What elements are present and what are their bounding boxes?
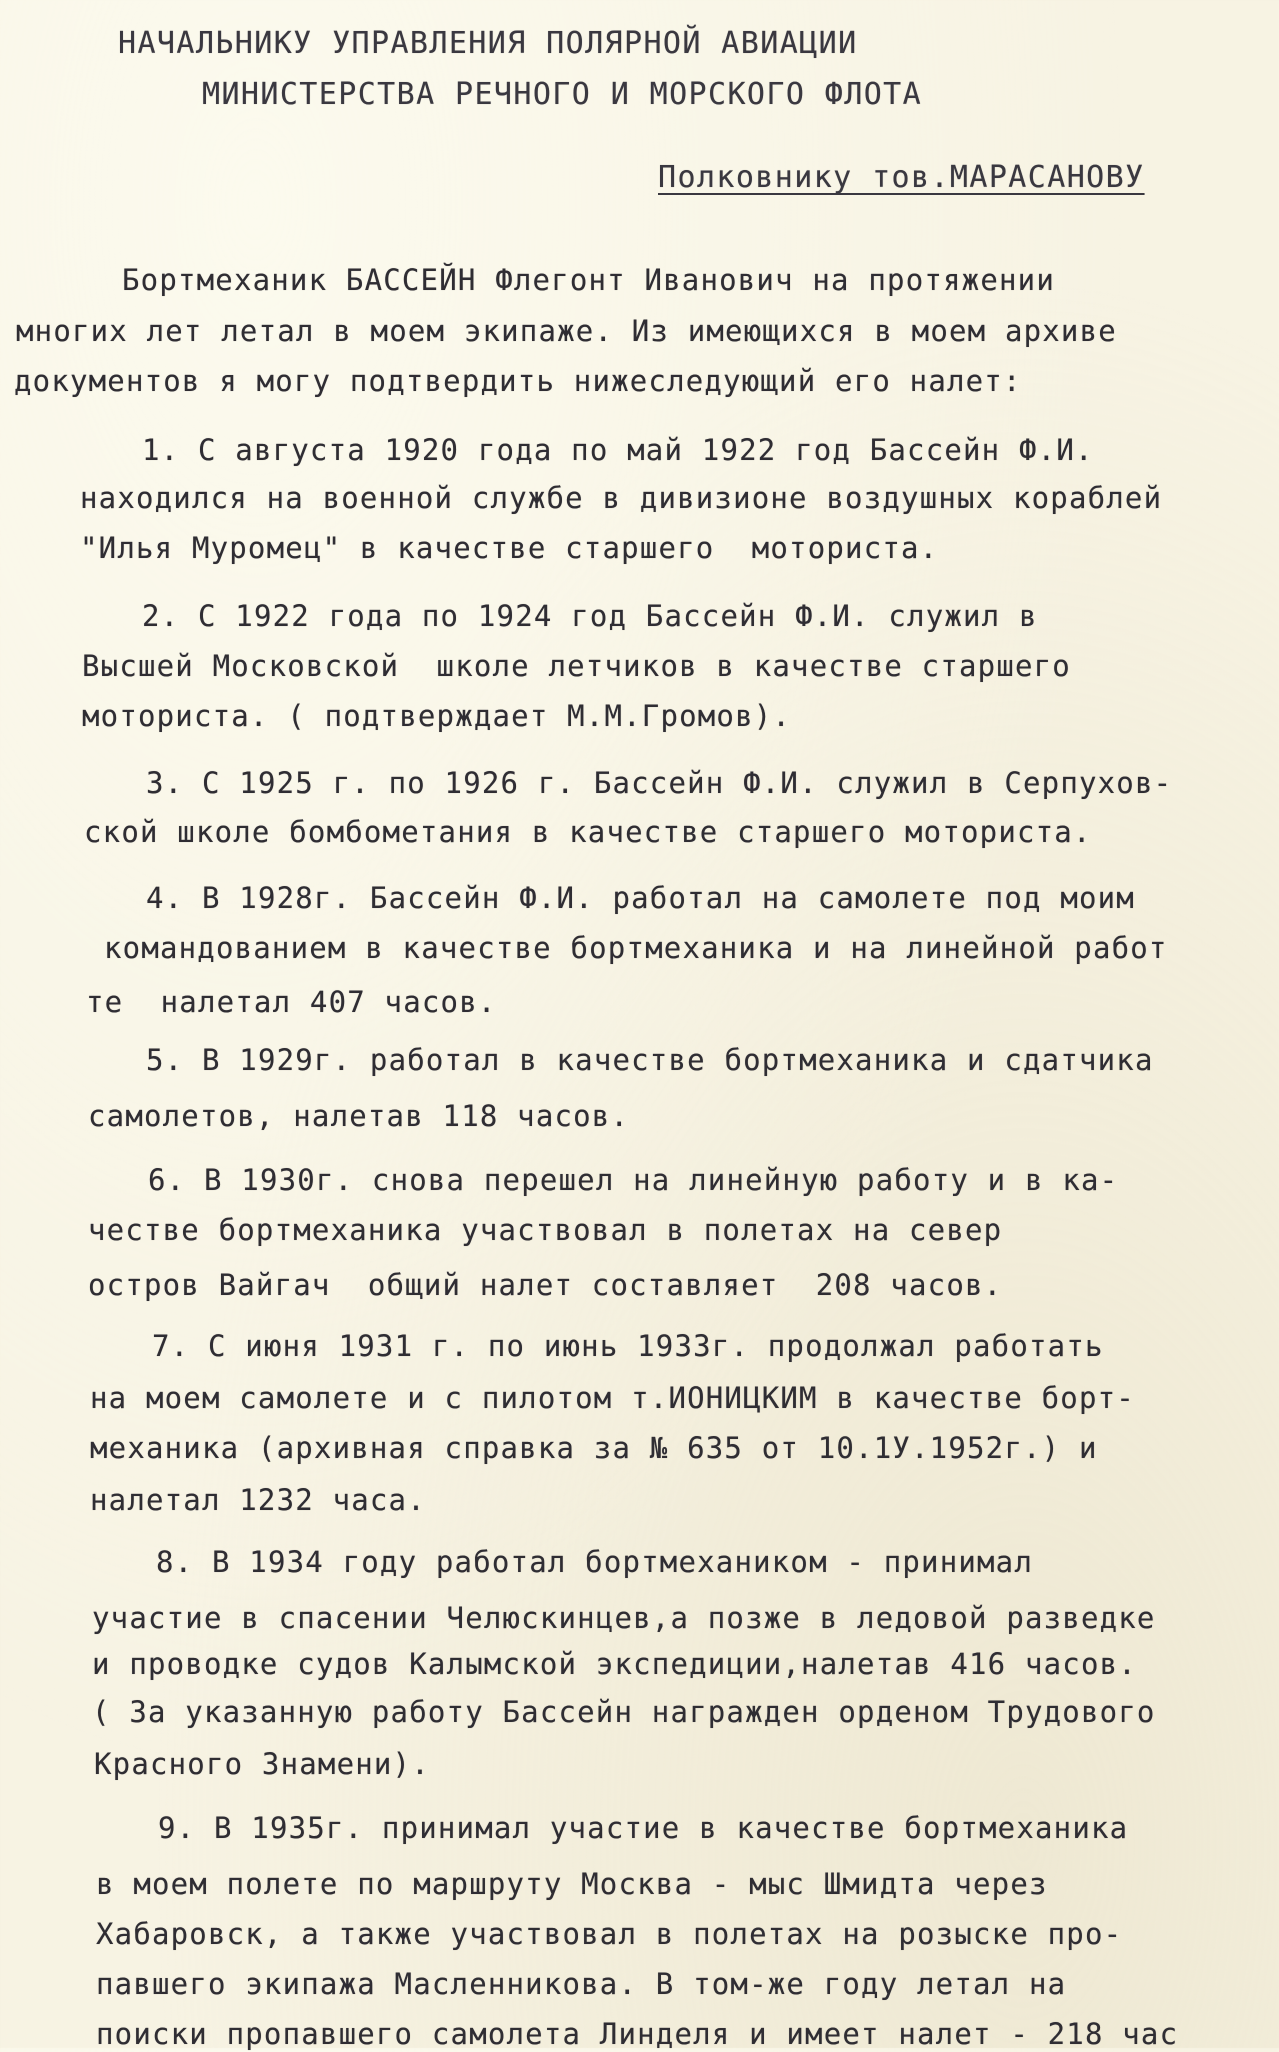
item-1-line: находился на военной службе в дивизионе воздушных кораблей <box>80 481 1163 515</box>
item-9-line: 9. В 1935г. принимал участие в качестве бортмеханика <box>158 1811 1129 1845</box>
intro-line: Бортмеханик БАССЕЙН Флегонт Иванович на протяжении <box>122 263 1055 297</box>
item-6-line: честве бортмеханика участвовал в полетах на север <box>88 1213 1003 1247</box>
intro-line: многих лет летал в моем экипаже. Из имеющихся в моем архиве <box>16 314 1117 348</box>
item-1-line: 1. С августа 1920 года по май 1922 год Бассейн Ф.И. <box>142 433 1094 467</box>
item-8-line: 8. В 1934 году работал бортмехаником - принимал <box>156 1545 1033 1579</box>
addressee: Полковнику тов.МАРАСАНОВУ <box>658 160 1145 195</box>
item-3-line: ской школе бомбометания в качестве старшего моториста. <box>84 815 1092 849</box>
item-4-line: 4. В 1928г. Бассейн Ф.И. работал на самолете под моим <box>146 881 1135 915</box>
item-8-line: ( За указанную работу Бассейн награжден орденом Трудового <box>92 1695 1156 1729</box>
item-6-line: 6. В 1930г. снова перешел на линейную работу и в ка- <box>148 1163 1119 1197</box>
item-2-line: моториста. ( подтверждает М.М.Громов). <box>82 699 792 733</box>
item-9-line: Хабаровск, а также участвовал в полетах на розыске про- <box>96 1917 1123 1951</box>
item-7-line: механика (архивная справка за № 635 от 10.1У.1952г.) и <box>90 1431 1098 1465</box>
item-4-line: командованием в качестве бортмеханика и на линейной работ <box>104 931 1168 965</box>
item-5-line: 5. В 1929г. работал в качестве бортмеханика и сдатчика <box>146 1043 1154 1077</box>
item-8-line: Красного Знамени). <box>94 1747 430 1781</box>
item-6-line: остров Вайгач общий налет составляет 208 часов. <box>88 1268 1003 1302</box>
item-3-line: 3. С 1925 г. по 1926 г. Бассейн Ф.И. служил в Серпухов- <box>146 766 1173 800</box>
header-line-2: МИНИСТЕРСТВА РЕЧНОГО И МОРСКОГО ФЛОТА <box>202 77 923 112</box>
item-5-line: самолетов, налетав 118 часов. <box>88 1099 630 1133</box>
item-4-line: те налетал 407 часов. <box>86 985 497 1019</box>
item-8-line: и проводке судов Калымской экспедиции,налетав 416 часов. <box>92 1647 1137 1681</box>
item-1-line: "Илья Муромец" в качестве старшего моториста. <box>80 531 939 565</box>
item-8-line: участие в спасении Челюскинцев,а позже в ледовой разведке <box>92 1601 1156 1635</box>
header-line-1: НАЧАЛЬНИКУ УПРАВЛЕНИЯ ПОЛЯРНОЙ АВИАЦИИ <box>118 26 858 61</box>
item-9-line: в моем полете по маршруту Москва - мыс Шмидта через <box>96 1867 1048 1901</box>
item-2-line: Высшей Московской школе летчиков в качестве старшего <box>82 649 1071 683</box>
item-9-line: павшего экипажа Масленникова. В том-же году летал на <box>96 1967 1067 2001</box>
item-9-line: поиски пропавшего самолета Линделя и имеет налет - 218 час <box>96 2017 1179 2051</box>
intro-line: документов я могу подтвердить нижеследующий его налет: <box>14 364 1022 398</box>
item-2-line: 2. С 1922 года по 1924 год Бассейн Ф.И. служил в <box>142 599 1038 633</box>
item-7-line: налетал 1232 часа. <box>90 1483 426 1517</box>
item-7-line: на моем самолете и с пилотом т.ИОНИЦКИМ в качестве борт- <box>90 1381 1135 1415</box>
item-7-line: 7. С июня 1931 г. по июнь 1933г. продолжал работать <box>152 1329 1104 1363</box>
